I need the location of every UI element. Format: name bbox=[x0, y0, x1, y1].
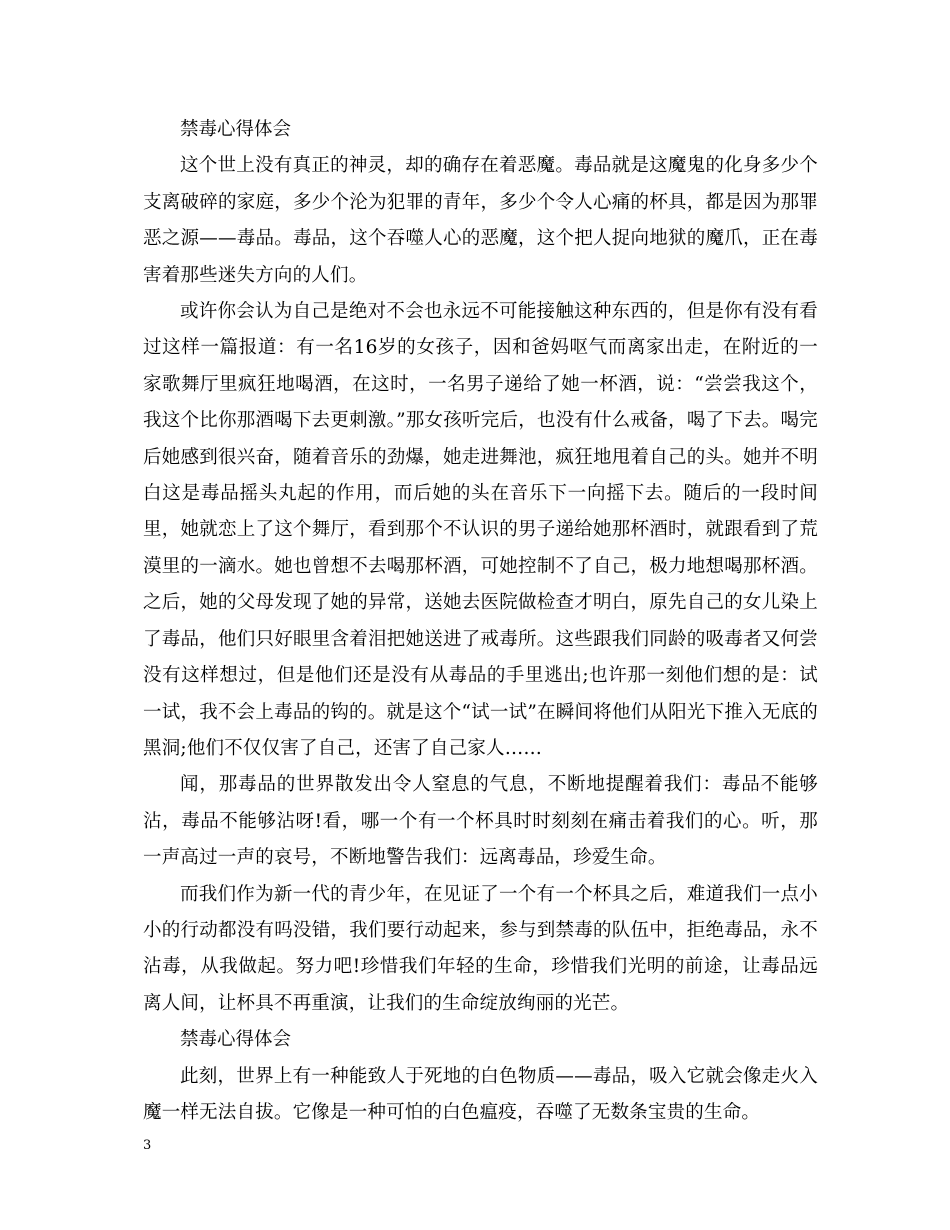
paragraph: 而我们作为新一代的青少年，在见证了一个有一个杯具之后，难道我们一点小小的行动都没有吗没错，我们要行动起来，参与到禁毒的队伍中，拒绝毒品，永不沾毒，从我做起。努力吧!珍惜我们年轻的生命，珍惜我们光明的前途，让毒品远离人间，让杯具不再重演，让我们的生命绽放绚丽的光芒。 bbox=[143, 883, 818, 1014]
section-heading: 禁毒心得体会 bbox=[180, 119, 292, 140]
paragraph: 此刻，世界上有一种能致人于死地的白色物质——毒品，吸入它就会像走火入魔一样无法自拔。它像是一种可怕的白色瘟疫，吞噬了无数条宝贵的生命。 bbox=[143, 1065, 818, 1123]
paragraph: 或许你会认为自己是绝对不会也永远不可能接触这种东西的，但是你有没有看过这样一篇报道：有一名16岁的女孩子，因和爸妈呕气而离家出走，在附近的一家歌舞厅里疯狂地喝酒，在这时，一名男子递给了她一杯酒，说：“尝尝我这个，我这个比你那酒喝下去更刺激。”那女孩听完后，也没有什么戒备，喝了下去。喝完后她感到很兴奋，随着音乐的劲爆，她走进舞池，疯狂地甩着自己的头。她并不明白这是毒品摇头丸起的作用，而后她的头在音乐下一向摇下去。随后的一段时间里，她就恋上了这个舞厅，看到那个不认识的男子递给她那杯酒时，就跟看到了荒漠里的一滴水。她也曾想不去喝那杯酒，可她控制不了自己，极力地想喝那杯酒。之后，她的父母发现了她的异常，送她去医院做检查才明白，原先自己的女儿染上了毒品，他们只好眼里含着泪把她送进了戒毒所。这些跟我们同龄的吸毒者又何尝没有这样想过，但是他们还是没有从毒品的手里逃出;也许那一刻他们想的是：试一试，我不会上毒品的钩的。就是这个“试一试”在瞬间将他们从阳光下推入无底的黑洞;他们不仅仅害了自己，还害了自己家人…… bbox=[143, 301, 818, 759]
page-number: 3 bbox=[143, 1138, 152, 1153]
document-body bbox=[143, 112, 818, 1131]
paragraph: 闻，那毒品的世界散发出令人窒息的气息，不断地提醒着我们：毒品不能够沾，毒品不能够沾呀!看，哪一个有一个杯具时时刻刻在痛击着我们的心。听，那一声高过一声的哀号，不断地警告我们：远离毒品，珍爱生命。 bbox=[143, 774, 818, 869]
paragraph: 这个世上没有真正的神灵，却的确存在着恶魔。毒品就是这魔鬼的化身多少个支离破碎的家庭，多少个沦为犯罪的青年，多少个令人心痛的杯具，都是因为那罪恶之源——毒品。毒品，这个吞噬人心的恶魔，这个把人捉向地狱的魔爪，正在毒害着那些迷失方向的人们。 bbox=[143, 155, 818, 286]
section-heading: 禁毒心得体会 bbox=[180, 1029, 292, 1051]
